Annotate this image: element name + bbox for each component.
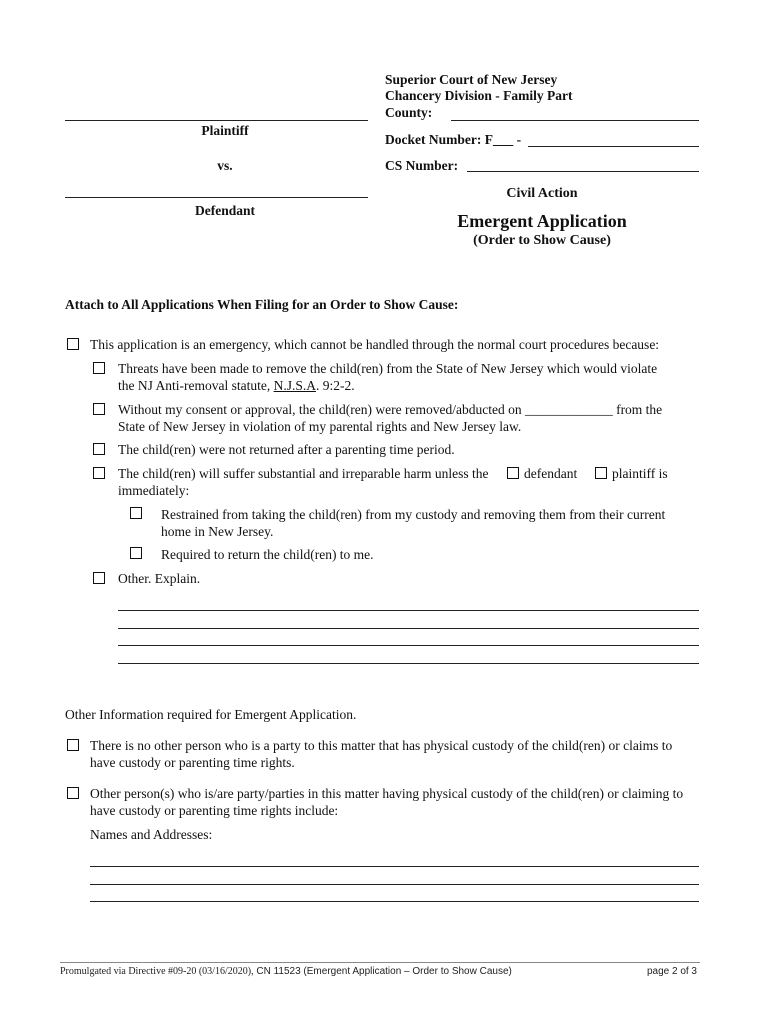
restrained-checkbox[interactable] [130,507,142,519]
no-other-person-line2: have custody or parenting time rights. [90,755,295,770]
vs-label: vs. [217,158,233,173]
plaintiff-checkbox[interactable] [595,467,607,479]
defendant-checkbox[interactable] [507,467,519,479]
no-other-person-checkbox[interactable] [67,739,79,751]
no-other-person-line1: There is no other person who is a party to this matter that has physical custody of the child(ren) or claims to [90,738,673,753]
irreparable-harm-text: The child(ren) will suffer substantial and irreparable harm unless the [118,466,489,481]
defendant-label: Defendant [195,203,255,218]
emergency-checkbox[interactable] [67,338,79,350]
county-label: County: [385,105,433,120]
defendant-option-label: defendant [524,466,578,481]
civil-action-label: Civil Action [506,186,578,201]
plaintiff-option-label: plaintiff is [612,466,668,481]
threats-text-line2 [118,377,355,394]
names-line-2[interactable] [90,884,699,885]
cs-number-label: CS Number: [385,158,459,173]
names-line-1[interactable] [90,866,699,867]
threats-text-post: . 9:2-2. [315,378,355,393]
explain-line-4[interactable] [118,663,699,664]
threats-text-line1: Threats have been made to remove the child(ren) from the State of New Jersey which would violate [118,361,658,376]
return-children-text: Required to return the child(ren) to me. [161,547,374,562]
names-line-3[interactable] [90,901,699,902]
explain-line-1[interactable] [118,610,699,611]
explain-line-2[interactable] [118,628,699,629]
not-returned-text: The child(ren) were not returned after a parenting time period. [118,442,455,457]
county-field[interactable] [451,120,699,121]
docket-label: Docket Number: F___ - [385,132,522,147]
defendant-name-field[interactable] [65,197,368,198]
cs-number-field[interactable] [467,171,699,172]
page-number: page 2 of 3 [646,966,697,977]
restrained-text-line1: Restrained from taking the child(ren) from my custody and removing them from their current [161,507,666,522]
threats-checkbox[interactable] [93,362,105,374]
irreparable-harm-checkbox[interactable] [93,467,105,479]
footer-cn: CN 11523 (Emergent Application – Order to Show Cause) [253,966,512,977]
other-persons-checkbox[interactable] [67,787,79,799]
not-returned-checkbox[interactable] [93,443,105,455]
other-explain-label: Other. Explain. [118,571,201,586]
explain-line-3[interactable] [118,645,699,646]
other-persons-line1: Other person(s) who is/are party/parties in this matter having physical custody of the child(ren) or claiming to [90,786,684,801]
court-name: Superior Court of New Jersey [385,72,558,87]
abducted-text-line2: State of New Jersey in violation of my parental rights and New Jersey law. [118,419,522,434]
other-persons-line2: have custody or parenting time rights include: [90,803,339,818]
return-children-checkbox[interactable] [130,547,142,559]
attach-heading: Attach to All Applications When Filing for an Order to Show Cause: [65,297,459,312]
restrained-text-line2: home in New Jersey. [161,524,274,539]
threats-text-pre: the NJ Anti-removal statute, [118,378,274,393]
abducted-checkbox[interactable] [93,403,105,415]
footer-promulgated: Promulgated via Directive #09-20 (03/16/2020), [60,966,254,977]
footer-citation [60,966,512,977]
other-checkbox[interactable] [93,572,105,584]
plaintiff-label: Plaintiff [201,123,249,138]
plaintiff-name-field[interactable] [65,120,368,121]
emergency-text: This application is an emergency, which cannot be handled through the normal court procedures because: [90,337,660,352]
court-division: Chancery Division - Family Part [385,88,573,103]
document-subtitle: (Order to Show Cause) [473,233,611,248]
names-addresses-label: Names and Addresses: [90,827,213,842]
statute-citation: N.J.S.A [273,378,316,393]
other-info-heading: Other Information required for Emergent Application. [65,707,357,722]
docket-number-field[interactable] [528,146,699,147]
document-title: Emergent Application [457,211,627,231]
footer-rule [60,962,700,963]
abducted-text-line1: Without my consent or approval, the child(ren) were removed/abducted on _____________ from the [118,402,663,417]
immediately-text: immediately: [118,483,190,498]
